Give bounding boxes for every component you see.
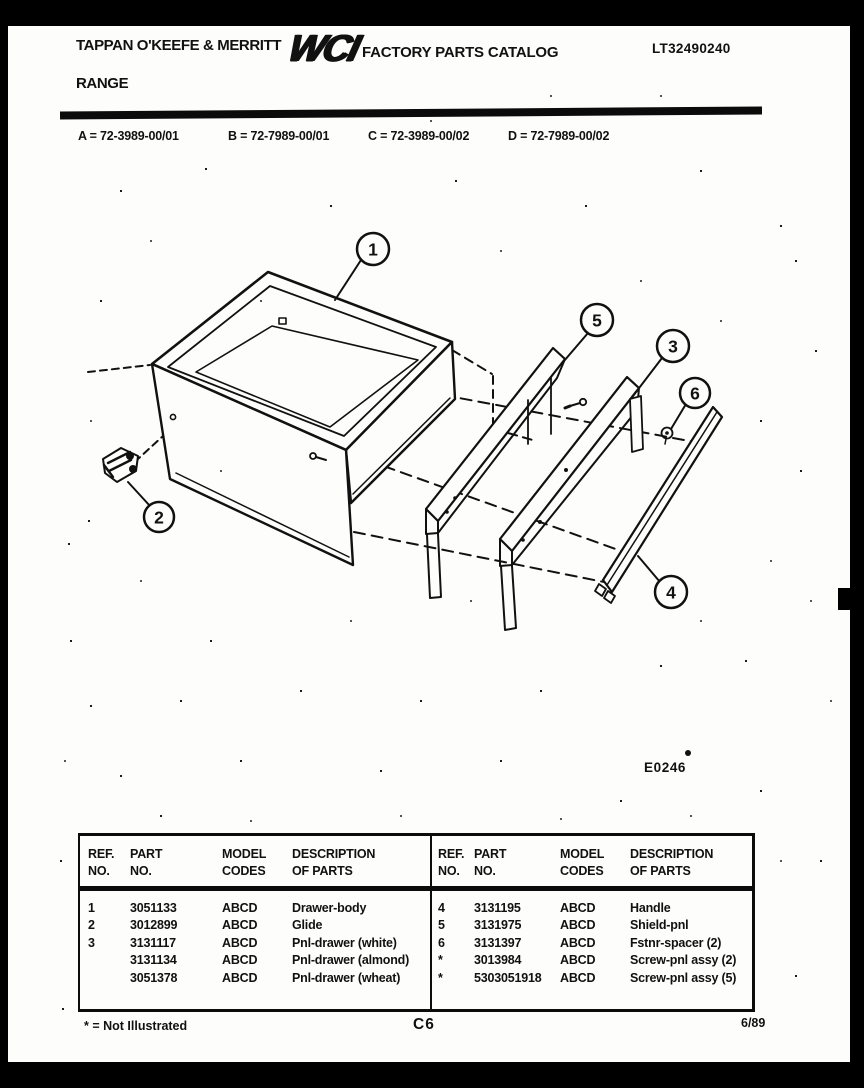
cell-model-codes: ABCD: [222, 935, 258, 950]
col-part: PART NO.: [130, 847, 163, 878]
table-row: [80, 952, 430, 969]
cell-ref-no: 3: [88, 935, 95, 950]
cell-part-no: 3012899: [130, 918, 178, 933]
cell-description: Pnl-drawer (white): [292, 935, 397, 950]
scan-border-right: [850, 0, 864, 1088]
cell-part-no: 3131117: [130, 935, 176, 950]
col-desc: DESCRIPTION OF PARTS: [292, 847, 376, 878]
cell-ref-no: 6: [438, 935, 445, 950]
svg-text:2: 2: [154, 507, 164, 528]
cell-model-codes: ABCD: [560, 918, 596, 933]
part-handle: [595, 407, 722, 603]
col-codes: MODEL CODES: [222, 847, 267, 878]
cell-model-codes: ABCD: [222, 970, 258, 985]
cell-part-no: 3013984: [474, 953, 522, 968]
cell-part-no: 3131195: [474, 901, 521, 915]
wci-logo: WCI: [283, 28, 363, 70]
svg-text:6: 6: [690, 383, 700, 404]
table-body: [430, 891, 752, 1009]
table-body: [80, 891, 430, 1009]
svg-text:5: 5: [592, 310, 602, 331]
cell-ref-no: 1: [88, 901, 95, 915]
cell-part-no: 3051378: [130, 970, 178, 985]
cell-ref-no: [80, 952, 122, 969]
cell-model-codes: ABCD: [560, 970, 596, 985]
col-part: PART NO.: [474, 847, 507, 878]
cell-model-codes: ABCD: [560, 901, 596, 915]
part-screw: [565, 399, 586, 408]
figure-code-asterisk: [685, 750, 691, 756]
table-row: [430, 952, 752, 969]
scan-border-bottom: [0, 1062, 864, 1088]
cell-ref-no: *: [438, 953, 443, 968]
scan-artifact-tab: [838, 588, 864, 610]
callout-4: [638, 556, 687, 608]
col-ref: REF. NO.: [438, 847, 465, 878]
document-number: LT32490240: [652, 41, 731, 56]
model-code-d: D = 72-7989-00/02: [508, 129, 610, 143]
scan-border-left: [0, 0, 8, 1088]
cell-description: Shield-pnl: [630, 918, 689, 933]
cell-description: Handle: [630, 901, 671, 915]
cell-description: Screw-pnl assy (5): [630, 970, 737, 985]
page-code: C6: [413, 1016, 435, 1033]
cell-description: Pnl-drawer (wheat): [292, 970, 401, 985]
cell-description: Fstnr-spacer (2): [630, 935, 722, 950]
scan-border-top: [0, 0, 864, 26]
cell-ref-no: 5: [438, 918, 445, 933]
cell-model-codes: ABCD: [222, 918, 258, 933]
col-ref: REF. NO.: [88, 847, 115, 878]
cell-part-no: 3131397: [474, 935, 522, 950]
cell-description: Glide: [292, 918, 323, 933]
brand-line1: TAPPAN O'KEEFE & MERRITT: [76, 37, 282, 54]
table-row: [430, 917, 752, 934]
svg-text:4: 4: [666, 582, 676, 603]
model-code-a: A = 72-3989-00/01: [78, 129, 179, 143]
table-row: [430, 970, 752, 987]
parts-table-right: [430, 833, 755, 1012]
cell-ref-no: 2: [88, 918, 95, 933]
catalog-title: FACTORY PARTS CATALOG: [362, 44, 559, 61]
model-code-c: C = 72-3989-00/02: [368, 129, 470, 143]
footnote-not-illustrated: * = Not Illustrated: [84, 1019, 188, 1033]
table-header: [80, 836, 430, 891]
table-row: [80, 935, 430, 952]
cell-part-no: 3051133: [130, 901, 177, 915]
table-row: [80, 970, 430, 987]
col-desc: DESCRIPTION OF PARTS: [630, 847, 714, 878]
cell-part-no: 5303051918: [474, 970, 542, 985]
svg-text:1: 1: [368, 239, 378, 260]
part-glide: [103, 448, 138, 482]
parts-table-left: [78, 833, 432, 1012]
cell-ref-no: [80, 970, 122, 987]
table-row: [430, 935, 752, 952]
table-header: [430, 836, 752, 891]
cell-model-codes: ABCD: [560, 935, 596, 950]
cell-description: Screw-pnl assy (2): [630, 953, 737, 968]
cell-ref-no: 4: [438, 901, 445, 915]
cell-ref-no: *: [438, 970, 443, 985]
part-drawer-body: [152, 272, 455, 565]
model-code-b: B = 72-7989-00/01: [228, 129, 330, 143]
callout-2: [128, 482, 174, 532]
cell-part-no: 3131975: [474, 918, 522, 933]
cell-model-codes: ABCD: [560, 953, 596, 968]
cell-description: Drawer-body: [292, 901, 367, 915]
cell-part-no: 3131134: [130, 953, 177, 968]
svg-text:3: 3: [668, 336, 678, 357]
cell-description: Pnl-drawer (almond): [292, 953, 410, 968]
cell-model-codes: ABCD: [222, 901, 258, 915]
print-date: 6/89: [741, 1016, 766, 1030]
callout-1: [335, 233, 389, 300]
callout-5: [564, 304, 613, 361]
table-row: [80, 917, 430, 934]
figure-code: E0246: [644, 760, 687, 775]
brand-line2: RANGE: [76, 75, 129, 92]
table-row: [430, 900, 752, 917]
table-row: [80, 900, 430, 917]
col-codes: MODEL CODES: [560, 847, 605, 878]
cell-model-codes: ABCD: [222, 953, 258, 968]
